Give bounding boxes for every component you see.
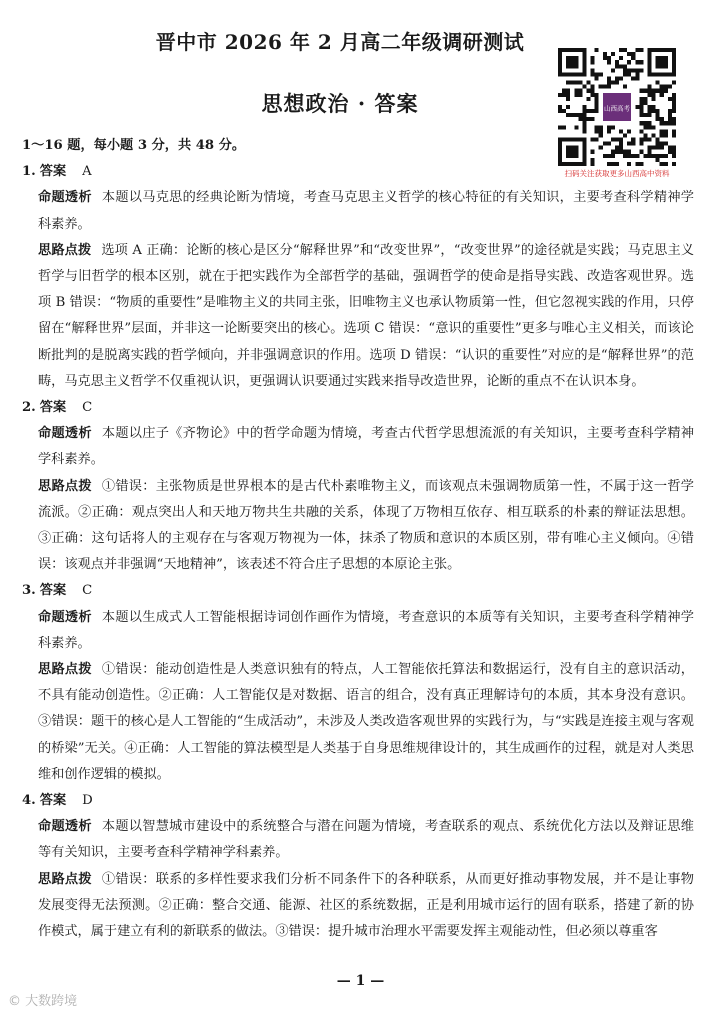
analysis-label: 命题透析	[38, 190, 92, 206]
answer-label: 答案	[39, 793, 67, 809]
guide-paragraph	[22, 867, 694, 946]
page-number: — 1 —	[336, 973, 385, 989]
question-header	[22, 159, 694, 185]
analysis-text: 本题以生成式人工智能根据诗词创作画作为情境，考查意识的本质等有关知识，主要考查科学精神学科素养。	[38, 609, 694, 651]
answer-label: 答案	[39, 583, 67, 599]
guide-text: ①错误：能动创造性是人类意识独有的特点，人工智能依托算法和数据运行，没有自主的意识活动，不具有能动创造性。②正确：人工智能仅是对数据、语言的组合，没有真正理解诗句的本质，其本身没有意识。③错误：题干的核心是人工智能的“生成活动”，未涉及人类改造客观世界的实践行为，与“实践是连接主观与客观的桥梁”无关。④正确：人工智能的算法模型是人类基于自身思维规律设计的，其生成画作的过程，就是对人类思维和创作逻辑的模拟。	[38, 662, 694, 782]
question-number: 3.	[22, 583, 36, 599]
qr-center-logo: 山西高考	[604, 104, 630, 113]
analysis-paragraph	[22, 605, 694, 657]
question-header	[22, 788, 694, 814]
analysis-paragraph	[22, 421, 694, 473]
answer-letter: C	[82, 583, 93, 599]
guide-paragraph	[22, 474, 694, 579]
question-number: 1.	[22, 164, 36, 180]
question-1	[22, 159, 694, 395]
question-number: 2.	[22, 400, 36, 416]
guide-label: 思路点拨	[38, 478, 92, 494]
question-header	[22, 395, 694, 421]
guide-text: 选项 A 正确：论断的核心是区分“解释世界”和“改变世界”，“改变世界”的途径就是实践；马克思主义哲学与旧哲学的根本区别，就在于把实践作为全部哲学的基础，强调哲学的使命是指导实践、改造客观世界。选项 B 错误：“物质的重要性”是唯物主义的共同主张，旧唯物主义也承认物质第一性，但它忽视实践的作用，只停留在“解释世界”层面，并非这一论断要突出的核心。选项 C 错误：“意识的重要性”更多与唯心主义相关，而该论断批判的是脱离实践的哲学倾向，并非强调意识的作用。选项 D 错误：“认识的重要性”对应的是“解释世界”的范畴，马克思主义哲学不仅重视认识，更强调认识要通过实践来指导改造世界，论断的重点不在认识本身。	[38, 242, 695, 389]
section-intro: 1～16 题，每小题 3 分，共 48 分。	[22, 138, 246, 153]
qr-caption: 扫码关注获取更多山西高中资料	[564, 169, 670, 178]
guide-text: ①错误：主张物质是世界根本的是古代朴素唯物主义，而该观点未强调物质第一性，不属于这一哲学流派。②正确：观点突出人和天地万物共生共融的关系，体现了万物相互依存、相互联系的朴素的辩证法思想。③正确：这句话将人的主观存在与客观万物视为一体，抹杀了物质和意识的本质区别，带有唯心主义倾向。④错误：该观点并非强调“天地精神”，该表述不符合庄子思想的本原论主张。	[38, 478, 694, 573]
question-2	[22, 395, 694, 578]
guide-label: 思路点拨	[38, 662, 92, 678]
guide-label: 思路点拨	[38, 242, 92, 258]
guide-text: ①错误：联系的多样性要求我们分析不同条件下的各种联系，从而更好推动事物发展，并不是让事物发展变得无法预测。②正确：整合交通、能源、社区的系统数据，正是利用城市运行的固有联系，搭建了新的协作模式，属于建立有利的新联系的做法。③错误：提升城市治理水平需要发挥主观能动性，但必须以尊重客	[38, 871, 694, 940]
analysis-label: 命题透析	[38, 426, 92, 442]
question-3	[22, 578, 694, 788]
answer-label: 答案	[39, 400, 67, 416]
answer-content	[22, 133, 694, 945]
answer-letter: D	[82, 793, 93, 809]
guide-label: 思路点拨	[38, 871, 92, 887]
analysis-text: 本题以智慧城市建设中的系统整合与潜在问题为情境，考查联系的观点、系统优化方法以及辩证思维等有关知识，主要考查科学精神学科素养。	[38, 819, 694, 861]
answer-letter: C	[82, 400, 93, 416]
question-number: 4.	[22, 793, 36, 809]
analysis-text: 本题以马克思的经典论断为情境，考查马克思主义哲学的核心特征的有关知识，主要考查科学精神学科素养。	[38, 190, 694, 232]
question-header	[22, 578, 694, 604]
analysis-text: 本题以庄子《齐物论》中的哲学命题为情境，考查古代哲学思想流派的有关知识，主要考查科学精神学科素养。	[38, 426, 694, 468]
analysis-paragraph	[22, 185, 694, 237]
document-title: 晋中市 2026 年 2 月高二年级调研测试	[155, 30, 525, 54]
analysis-label: 命题透析	[38, 609, 92, 625]
analysis-paragraph	[22, 814, 694, 866]
analysis-label: 命题透析	[38, 819, 92, 835]
document-subtitle: 思想政治 · 答案	[261, 91, 419, 116]
guide-paragraph	[22, 657, 694, 788]
answer-label: 答案	[39, 164, 67, 180]
answer-letter: A	[82, 164, 92, 180]
guide-paragraph	[22, 238, 694, 395]
watermark-logo: © 大数跨境	[8, 994, 78, 1009]
question-4	[22, 788, 694, 945]
